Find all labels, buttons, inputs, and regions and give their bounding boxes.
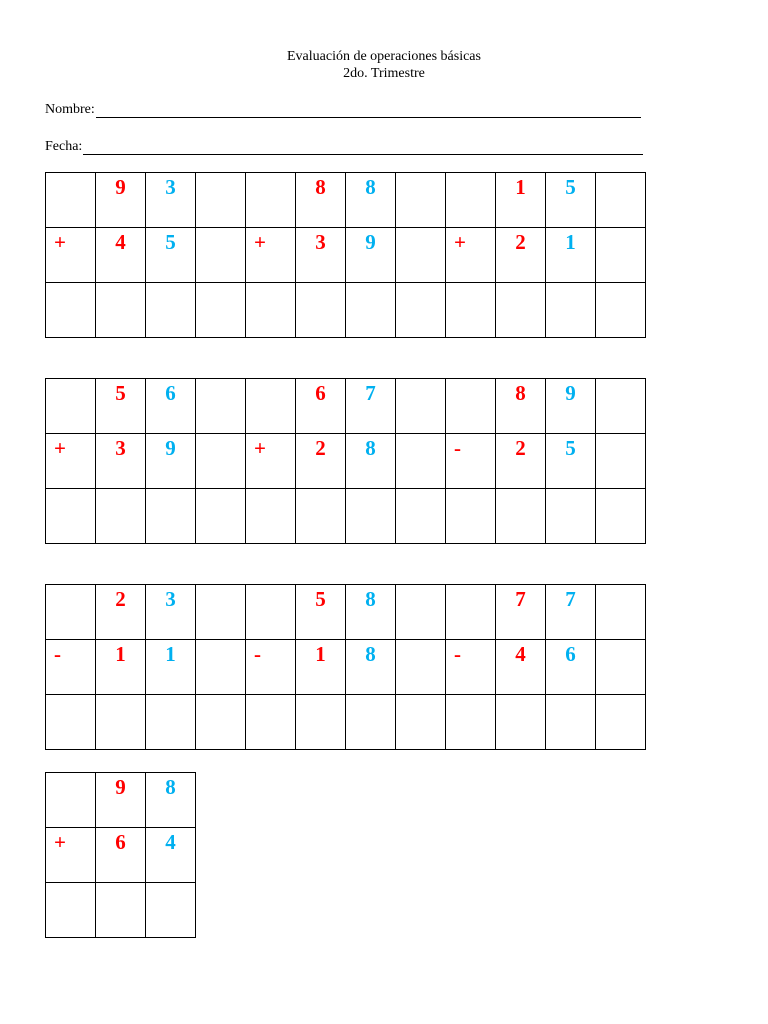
name-input-line[interactable] xyxy=(96,104,641,118)
answer-cell[interactable] xyxy=(346,489,396,544)
answer-cell[interactable] xyxy=(96,283,146,338)
name-field[interactable] xyxy=(45,100,641,118)
empty-cell xyxy=(446,379,496,434)
answer-cell[interactable] xyxy=(546,283,596,338)
answer-cell[interactable] xyxy=(46,883,96,938)
answer-cell[interactable] xyxy=(546,489,596,544)
spacer-cell xyxy=(196,173,246,228)
worksheet-subtitle: 2do. Trimestre xyxy=(343,66,425,81)
operator-cell: + xyxy=(446,228,496,283)
answer-cell[interactable] xyxy=(246,283,296,338)
answer-cell[interactable] xyxy=(596,695,646,750)
empty-cell xyxy=(46,585,96,640)
spacer-cell xyxy=(196,585,246,640)
answer-cell[interactable] xyxy=(196,695,246,750)
grid-row-bottom xyxy=(46,228,646,283)
units-digit-cell: 9 xyxy=(546,379,596,434)
tens-digit-cell: 5 xyxy=(96,379,146,434)
spacer-cell xyxy=(396,228,446,283)
tens-digit-cell: 4 xyxy=(496,640,546,695)
units-digit-cell: 6 xyxy=(546,640,596,695)
worksheet-header xyxy=(0,48,768,82)
answer-cell[interactable] xyxy=(246,489,296,544)
grid-row-bottom xyxy=(46,434,646,489)
answer-cell[interactable] xyxy=(296,283,346,338)
units-digit-cell: 3 xyxy=(146,173,196,228)
spacer-cell xyxy=(196,379,246,434)
tens-digit-cell: 2 xyxy=(496,434,546,489)
answer-cell[interactable] xyxy=(346,695,396,750)
grid-row-bottom xyxy=(46,640,646,695)
spacer-cell xyxy=(396,585,446,640)
units-digit-cell: 3 xyxy=(146,585,196,640)
operator-cell: - xyxy=(46,640,96,695)
units-digit-cell: 8 xyxy=(146,773,196,828)
answer-cell[interactable] xyxy=(596,283,646,338)
grid-row-answer[interactable] xyxy=(46,695,646,750)
tens-digit-cell: 8 xyxy=(296,173,346,228)
problem-grid-3 xyxy=(45,584,646,750)
answer-cell[interactable] xyxy=(346,283,396,338)
problem-grid-1 xyxy=(45,172,646,338)
date-input-line[interactable] xyxy=(83,141,643,155)
tens-digit-cell: 9 xyxy=(96,173,146,228)
units-digit-cell: 5 xyxy=(546,434,596,489)
units-digit-cell: 5 xyxy=(146,228,196,283)
units-digit-cell: 1 xyxy=(546,228,596,283)
tens-digit-cell: 9 xyxy=(96,773,146,828)
answer-cell[interactable] xyxy=(46,695,96,750)
grid-row-top xyxy=(46,773,196,828)
tens-digit-cell: 4 xyxy=(96,228,146,283)
answer-cell[interactable] xyxy=(46,489,96,544)
answer-cell[interactable] xyxy=(446,489,496,544)
answer-cell[interactable] xyxy=(296,489,346,544)
answer-cell[interactable] xyxy=(96,695,146,750)
answer-cell[interactable] xyxy=(96,489,146,544)
answer-cell[interactable] xyxy=(496,489,546,544)
tens-digit-cell: 5 xyxy=(296,585,346,640)
operator-cell: - xyxy=(246,640,296,695)
spacer-cell xyxy=(396,379,446,434)
tens-digit-cell: 1 xyxy=(496,173,546,228)
grid-row-answer[interactable] xyxy=(46,283,646,338)
units-digit-cell: 8 xyxy=(346,434,396,489)
tens-digit-cell: 3 xyxy=(296,228,346,283)
empty-cell xyxy=(46,173,96,228)
tens-digit-cell: 3 xyxy=(96,434,146,489)
spacer-cell xyxy=(596,228,646,283)
operator-cell: + xyxy=(246,228,296,283)
units-digit-cell: 9 xyxy=(346,228,396,283)
empty-cell xyxy=(246,379,296,434)
units-digit-cell: 8 xyxy=(346,173,396,228)
operator-cell: + xyxy=(46,228,96,283)
spacer-cell xyxy=(596,173,646,228)
spacer-cell xyxy=(396,173,446,228)
answer-cell[interactable] xyxy=(196,283,246,338)
tens-digit-cell: 1 xyxy=(296,640,346,695)
units-digit-cell: 5 xyxy=(546,173,596,228)
answer-cell[interactable] xyxy=(546,695,596,750)
spacer-cell xyxy=(596,585,646,640)
tens-digit-cell: 2 xyxy=(96,585,146,640)
answer-cell[interactable] xyxy=(496,283,546,338)
answer-cell[interactable] xyxy=(396,283,446,338)
grid-row-bottom xyxy=(46,828,196,883)
operator-cell: + xyxy=(46,828,96,883)
answer-cell[interactable] xyxy=(246,695,296,750)
answer-cell[interactable] xyxy=(446,695,496,750)
grid-row-top xyxy=(46,585,646,640)
answer-cell[interactable] xyxy=(96,883,146,938)
tens-digit-cell: 6 xyxy=(296,379,346,434)
answer-cell[interactable] xyxy=(146,489,196,544)
answer-cell[interactable] xyxy=(596,489,646,544)
worksheet-title: Evaluación de operaciones básicas xyxy=(287,49,481,64)
units-digit-cell: 1 xyxy=(146,640,196,695)
operator-cell: - xyxy=(446,434,496,489)
units-digit-cell: 7 xyxy=(346,379,396,434)
empty-cell xyxy=(46,773,96,828)
spacer-cell xyxy=(596,434,646,489)
spacer-cell xyxy=(196,640,246,695)
answer-cell[interactable] xyxy=(446,283,496,338)
empty-cell xyxy=(246,585,296,640)
tens-digit-cell: 8 xyxy=(496,379,546,434)
answer-cell[interactable] xyxy=(396,489,446,544)
units-digit-cell: 7 xyxy=(546,585,596,640)
spacer-cell xyxy=(396,434,446,489)
answer-cell[interactable] xyxy=(146,883,196,938)
grid-row-top xyxy=(46,173,646,228)
answer-cell[interactable] xyxy=(496,695,546,750)
units-digit-cell: 9 xyxy=(146,434,196,489)
spacer-cell xyxy=(396,640,446,695)
tens-digit-cell: 6 xyxy=(96,828,146,883)
tens-digit-cell: 7 xyxy=(496,585,546,640)
answer-cell[interactable] xyxy=(396,695,446,750)
tens-digit-cell: 2 xyxy=(296,434,346,489)
empty-cell xyxy=(446,585,496,640)
problem-grid-4 xyxy=(45,772,196,938)
units-digit-cell: 6 xyxy=(146,379,196,434)
units-digit-cell: 8 xyxy=(346,640,396,695)
operator-cell: + xyxy=(246,434,296,489)
grid-row-answer[interactable] xyxy=(46,489,646,544)
spacer-cell xyxy=(596,379,646,434)
date-label: Fecha: xyxy=(45,139,83,154)
name-label: Nombre: xyxy=(45,102,95,117)
grid-row-answer[interactable] xyxy=(46,883,196,938)
operator-cell: + xyxy=(46,434,96,489)
operator-cell: - xyxy=(446,640,496,695)
answer-cell[interactable] xyxy=(146,695,196,750)
date-field[interactable] xyxy=(45,137,643,155)
units-digit-cell: 4 xyxy=(146,828,196,883)
grid-row-top xyxy=(46,379,646,434)
spacer-cell xyxy=(596,640,646,695)
units-digit-cell: 8 xyxy=(346,585,396,640)
answer-cell[interactable] xyxy=(146,283,196,338)
problem-grid-2 xyxy=(45,378,646,544)
answer-cell[interactable] xyxy=(196,489,246,544)
answer-cell[interactable] xyxy=(46,283,96,338)
spacer-cell xyxy=(196,434,246,489)
empty-cell xyxy=(246,173,296,228)
empty-cell xyxy=(46,379,96,434)
empty-cell xyxy=(446,173,496,228)
tens-digit-cell: 2 xyxy=(496,228,546,283)
spacer-cell xyxy=(196,228,246,283)
tens-digit-cell: 1 xyxy=(96,640,146,695)
answer-cell[interactable] xyxy=(296,695,346,750)
